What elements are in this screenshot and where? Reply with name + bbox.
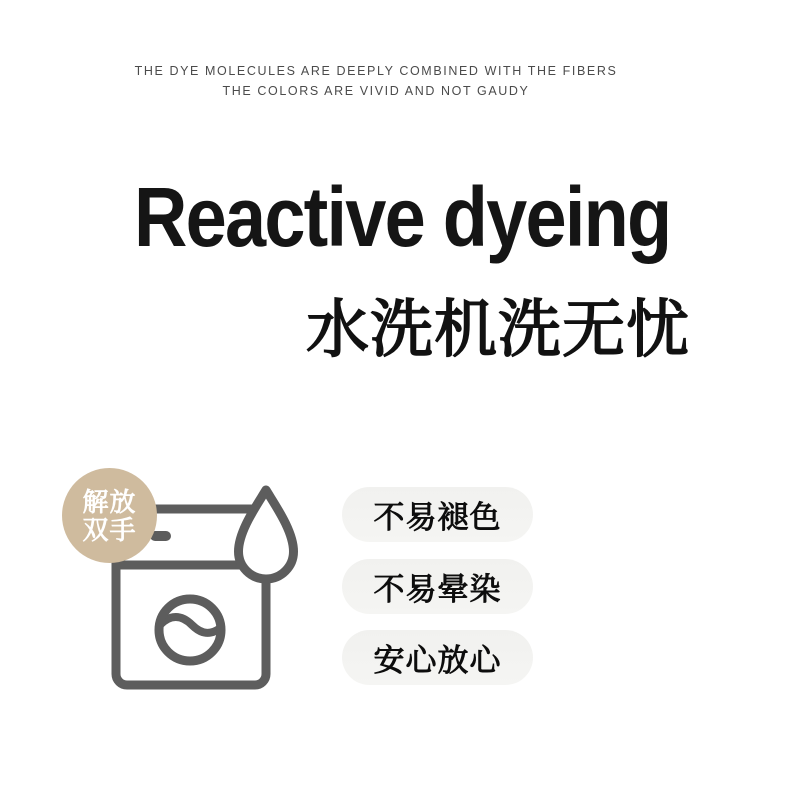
subtitle-line-2: THE COLORS ARE VIVID AND NOT GAUDY [222, 84, 530, 98]
page-title-english: Reactive dyeing [134, 170, 671, 264]
feature-pill-label: 安心放心 [373, 643, 502, 678]
subtitle [0, 61, 752, 101]
badge-line-1: 解放 [82, 486, 137, 517]
badge-line-2: 双手 [82, 514, 137, 545]
drum-wave [158, 617, 224, 633]
water-drop-icon [239, 490, 294, 579]
feature-pill-label: 不易褪色 [373, 500, 502, 535]
feature-pill-label: 不易晕染 [373, 572, 502, 607]
subtitle-line-1: THE DYE MOLECULES ARE DEEPLY COMBINED WITH THE FIBERS [134, 64, 618, 78]
page-title-chinese: 水洗机洗无忧 [306, 295, 690, 365]
hands-free-badge [62, 468, 157, 563]
feature-pill-peace-of-mind [342, 630, 533, 685]
feature-pill-no-bleeding [342, 559, 533, 614]
feature-pill-no-fading [342, 487, 533, 542]
